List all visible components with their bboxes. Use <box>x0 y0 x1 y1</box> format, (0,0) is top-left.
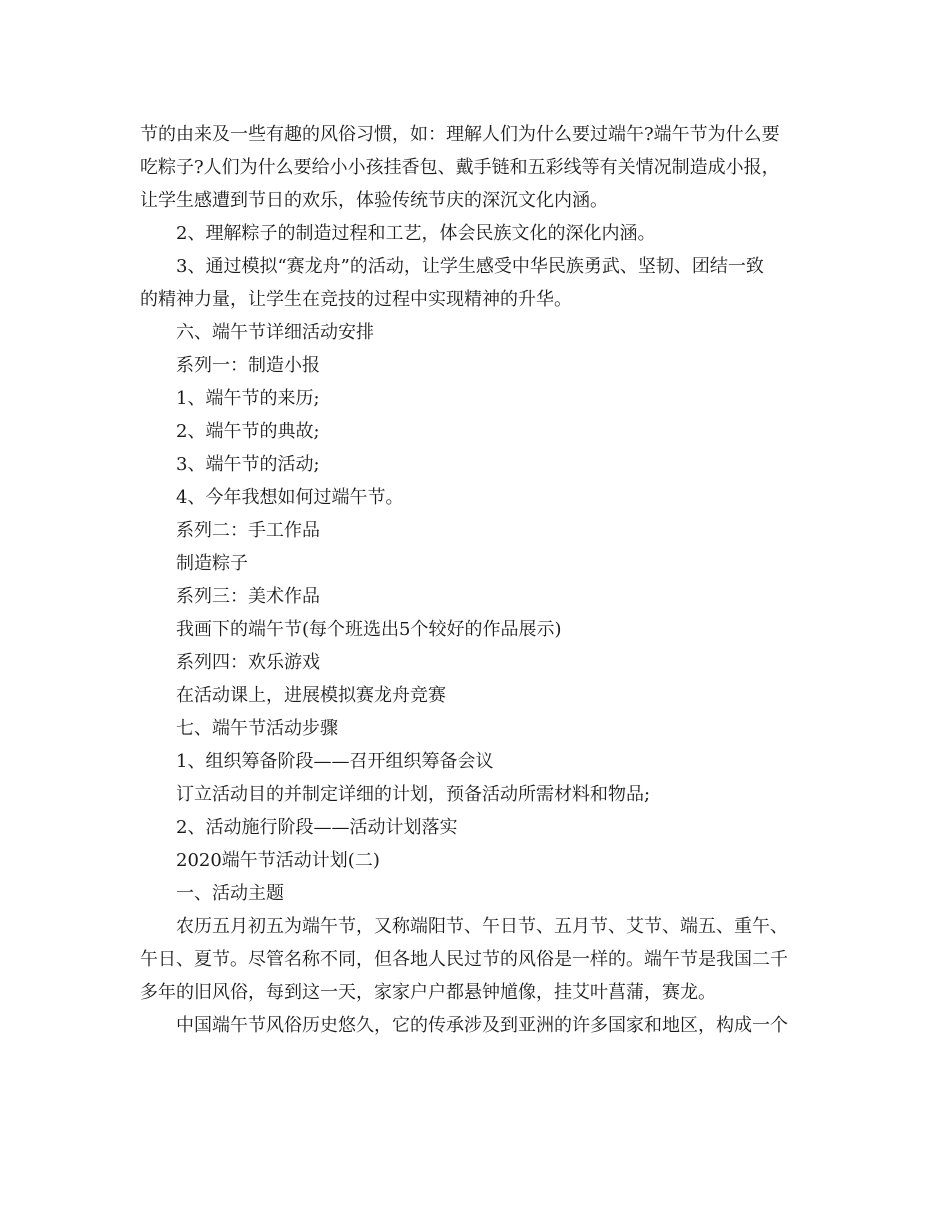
section-heading: 六、端午节详细活动安排 <box>176 322 374 343</box>
paragraph-line: 节的由来及一些有趣的风俗习惯，如：理解人们为什么要过端午?端午节为什么要 <box>140 124 780 145</box>
paragraph-line: 订立活动目的并制定详细的计划，预备活动所需材料和物品; <box>176 784 651 805</box>
paragraph-line: 农历五月初五为端午节，又称端阳节、午日节、五月节、艾节、端五、重午、 <box>176 916 788 937</box>
series-heading: 系列二：手工作品 <box>176 520 320 541</box>
section-heading: 七、端午节活动步骤 <box>176 718 338 739</box>
paragraph-line: 的精神力量，让学生在竞技的过程中实现精神的升华。 <box>140 289 572 310</box>
document-subtitle: 2020端午节活动计划(二) <box>176 850 380 871</box>
paragraph-line: 2、理解粽子的制造过程和工艺，体会民族文化的深化内涵。 <box>176 223 656 244</box>
list-item: 4、今年我想如何过端午节。 <box>176 487 404 508</box>
document-body <box>140 118 820 1042</box>
paragraph-line: 制造粽子 <box>176 553 248 574</box>
paragraph-line: 我画下的端午节(每个班选出5个较好的作品展示) <box>176 619 562 640</box>
step-heading: 2、活动施行阶段——活动计划落实 <box>176 817 458 838</box>
paragraph-line: 吃粽子?人们为什么要给小小孩挂香包、戴手链和五彩线等有关情况制造成小报， <box>140 157 780 178</box>
paragraph-line: 让学生感遭到节日的欢乐，体验传统节庆的深沉文化内涵。 <box>140 190 608 211</box>
list-item: 1、端午节的来历; <box>176 388 320 409</box>
list-item: 2、端午节的典故; <box>176 421 320 442</box>
step-heading: 1、组织筹备阶段——召开组织筹备会议 <box>176 751 494 772</box>
paragraph-line: 午日、夏节。尽管名称不同，但各地人民过节的风俗是一样的。端午节是我国二千 <box>140 949 788 970</box>
series-heading: 系列一：制造小报 <box>176 355 320 376</box>
paragraph-line: 多年的旧风俗，每到这一天，家家户户都悬钟馗像，挂艾叶菖蒲，赛龙。 <box>140 982 716 1003</box>
section-heading: 一、活动主题 <box>176 883 284 904</box>
paragraph-line: 在活动课上，进展模拟赛龙舟竞赛 <box>176 685 446 706</box>
paragraph-line: 中国端午节风俗历史悠久，它的传承涉及到亚洲的许多国家和地区，构成一个 <box>176 1015 788 1036</box>
list-item: 3、端午节的活动; <box>176 454 320 475</box>
paragraph-line: 3、通过模拟“赛龙舟”的活动，让学生感受中华民族勇武、坚韧、团结一致 <box>176 256 764 277</box>
series-heading: 系列四：欢乐游戏 <box>176 652 320 673</box>
series-heading: 系列三：美术作品 <box>176 586 320 607</box>
